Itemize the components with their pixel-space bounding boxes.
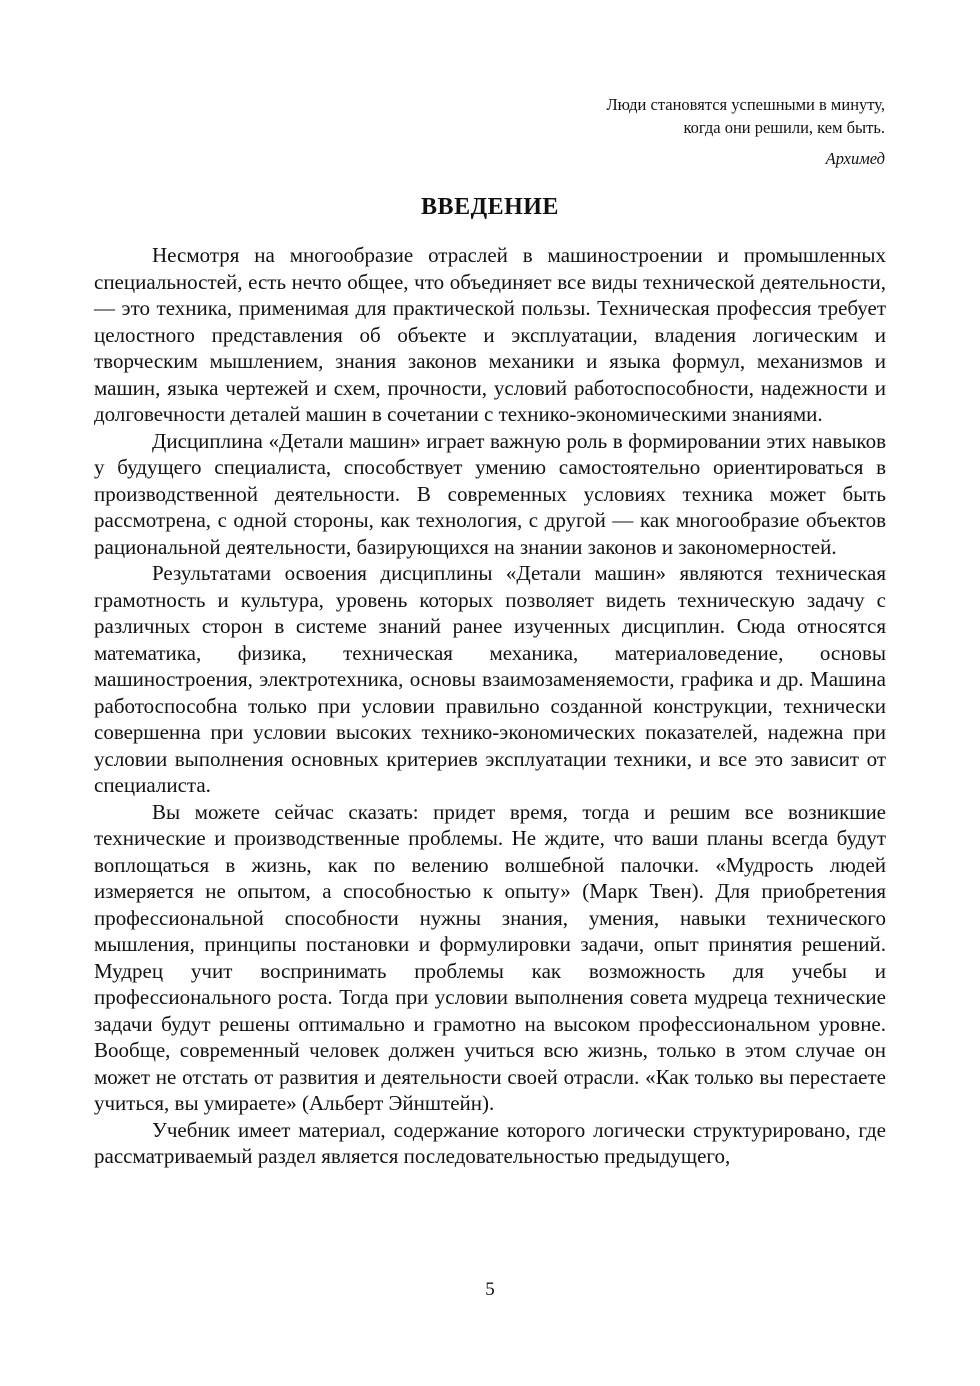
page-title: ВВЕДЕНИЕ [421,194,559,220]
epigraph-line-2: когда они решили, кем быть. [683,118,885,137]
paragraph: Дисциплина «Детали машин» играет важную роль в формировании этих навыков у будущего специалиста, способствует умению самостоятельно ориентироваться в производственной деятельности. В современных условиях техника может быть рассмотрена, с одной стороны, как технология, с другой — как многообразие объектов рациональной деятельности, базирующихся на знании законов и закономерностей. [94,428,886,559]
body-text [94,242,886,1170]
paragraph: Вы можете сейчас сказать: придет время, тогда и решим все возникшие технические и производственные проблемы. Не ждите, что ваши планы всегда будут воплощаться в жизнь, как по велению волшебной палочки. «Мудрость людей измеряется не опытом, а способностью к опыту» (Марк Твен). Для приобретения профессиональной способности нужны знания, умения, навыки технического мышления, принципы постановки и формулировки задачи, опыт принятия решений. Мудрец учит воспринимать проблемы как возможность для учебы и профессионального роста. Тогда при условии выполнения совета мудреца технические задачи будут решены оптимально и грамотно на высоком профессиональном уровне. Вообще, современный человек должен учиться всю жизнь, только в этом случае он может не отстать от развития и деятельности своей отрасли. «Как только вы перестаете учиться, вы умираете» (Альберт Эйнштейн). [94,799,886,1115]
epigraph-line-1: Люди становятся успешными в минуту, [606,95,885,114]
paragraph: Несмотря на многообразие отраслей в машиностроении и промышленных специальностей, есть нечто общее, что объединяет все виды технической деятельности, — это техника, применимая для практической пользы. Техническая профессия требует целостного представления об объекте и эксплуатации, владения логическим и творческим мышлением, знания законов механики и языка формул, механизмов и машин, языка чертежей и схем, прочности, условий работоспособности, надежности и долговечности деталей машин в сочетании с технико-экономическими знаниями. [94,243,886,426]
paragraph: Результатами освоения дисциплины «Детали машин» являются техническая грамотность и культура, уровень которых позволяет видеть техническую задачу с различных сторон в системе знаний ранее изученных дисциплин. Сюда относятся математика, физика, техническая механика, материаловедение, основы машиностроения, электротехника, основы взаимозаменяемости, графика и др. Машина работоспособна только при условии правильно созданной конструкции, технически совершенна при условии высоких технико-экономических показателей, надежна при условии выполнения основных критериев эксплуатации техники, и все это зависит от специалиста. [94,561,886,797]
paragraph: Учебник имеет материал, содержание которого логически структурировано, где рассматриваемый раздел является последовательностью предыдущего, [94,1117,886,1168]
epigraph [365,93,885,170]
page-number: 5 [485,1279,495,1300]
epigraph-author: Архимед [825,149,885,168]
